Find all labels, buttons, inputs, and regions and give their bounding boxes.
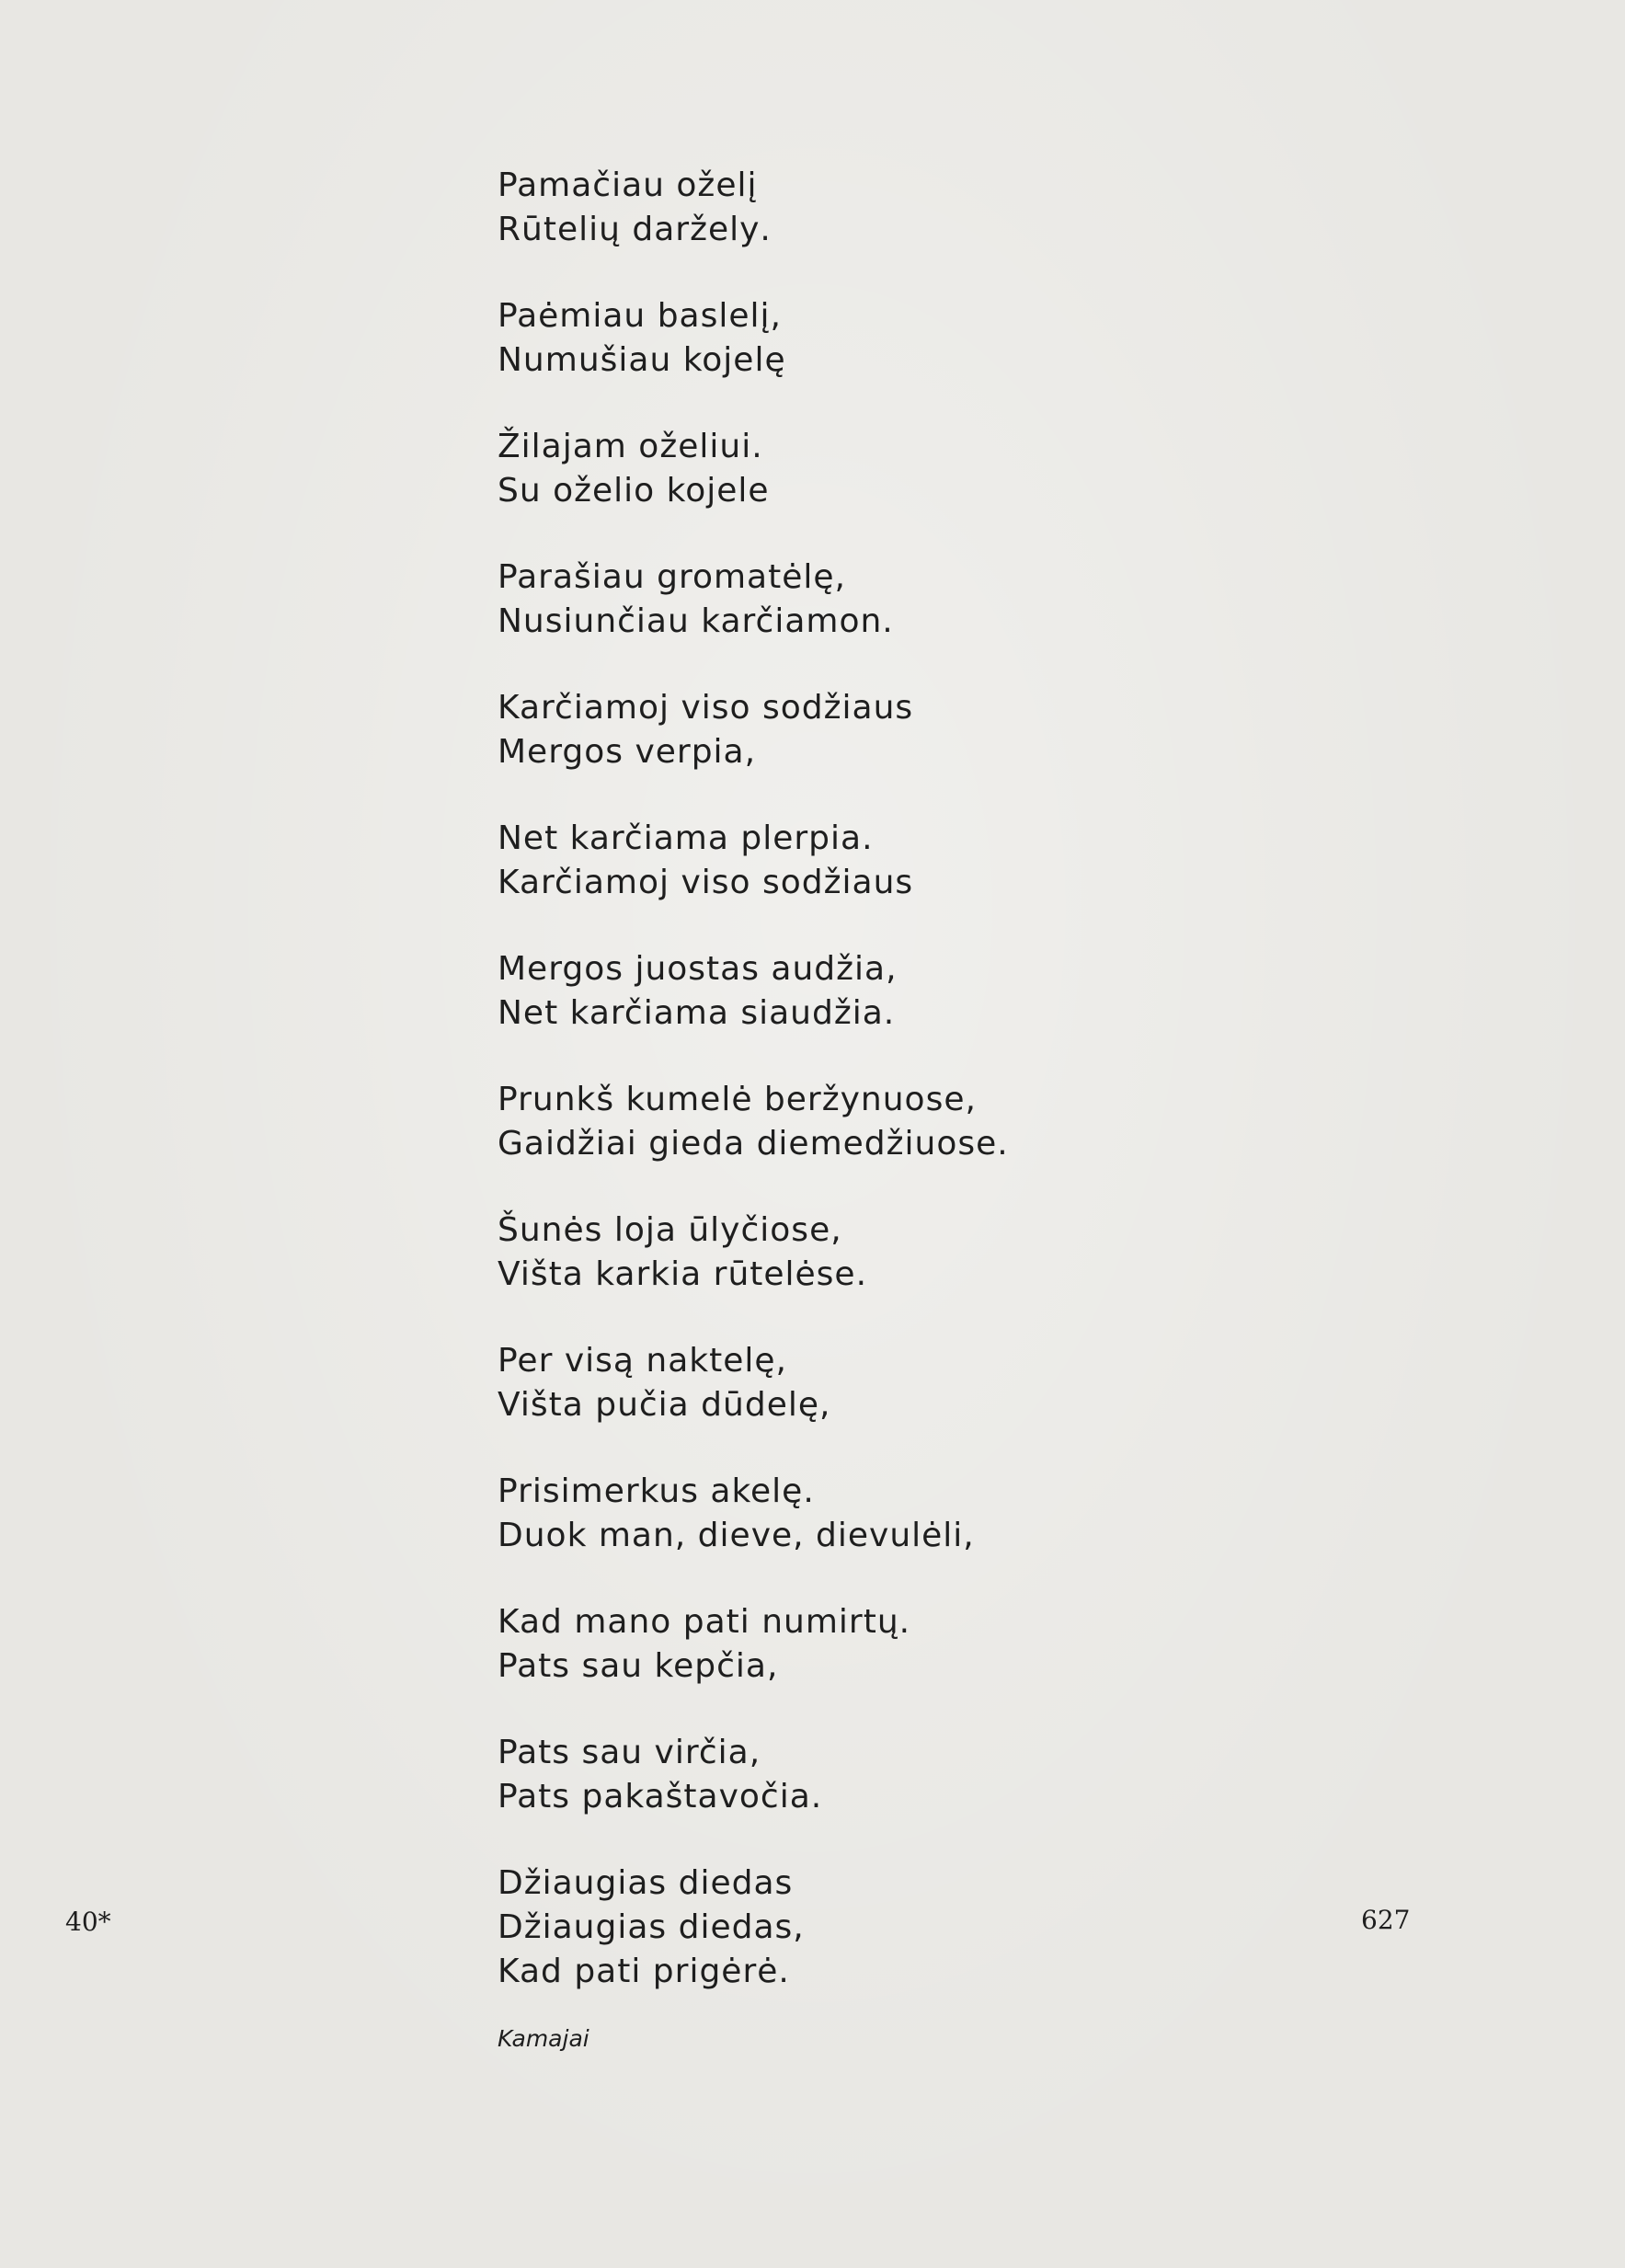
poem-line: Mergos verpia,	[498, 733, 757, 771]
poem-line: Prunkš kumelė beržynuose,	[498, 1081, 977, 1118]
stanza	[498, 1470, 1160, 1558]
poem-line: Kad mano pati numirtų.	[498, 1603, 911, 1641]
poem-line: Žilajam oželiui.	[498, 428, 763, 465]
poem-line: Džiaugias diedas	[498, 1864, 794, 1902]
poem-line: Net karčiama plerpia.	[498, 819, 874, 857]
stanza	[498, 556, 1160, 644]
poem-line: Rūtelių darželу.	[498, 211, 772, 248]
poem-line: Višta karkia rūtelėse.	[498, 1255, 868, 1293]
poem-line: Pats sau virčia,	[498, 1734, 761, 1771]
stanza	[498, 294, 1160, 383]
stanza	[498, 1861, 1160, 1994]
stanza	[498, 817, 1160, 905]
stanza	[498, 686, 1160, 774]
poem-line: Paėmiau baslelį,	[498, 297, 782, 335]
poem-line: Nusiunčiau karčiamon.	[498, 602, 894, 640]
poem-line: Pamačiau oželį	[498, 166, 758, 204]
poem-line: Mergos juostas audžia,	[498, 950, 898, 988]
page-number: 627	[1361, 1905, 1411, 1935]
poem-line: Karčiamoj viso sodžiaus	[498, 864, 914, 901]
poem-line: Kad pati prigėrė.	[498, 1953, 790, 1990]
poem-line: Džiaugias diedas,	[498, 1908, 805, 1946]
poem-line: Pats pakaštavočia.	[498, 1778, 823, 1816]
poem-line: Su oželio kojele	[498, 472, 770, 510]
poem-line: Parašiau gromatėlę,	[498, 558, 846, 596]
stanza	[498, 1339, 1160, 1427]
poem-line: Numušiau kojelę	[498, 341, 786, 379]
signature-marker: 40*	[65, 1907, 111, 1937]
poem	[498, 164, 1160, 2053]
poem-line: Pats sau kepčia,	[498, 1647, 779, 1685]
stanza	[498, 947, 1160, 1036]
stanza	[498, 425, 1160, 513]
poem-source: Kamajai	[498, 2025, 589, 2052]
poem-line: Prisimerkus akelę.	[498, 1472, 815, 1510]
poem-line: Šunės loja ūlyčiose,	[498, 1211, 842, 1249]
poem-line: Net karčiama siaudžia.	[498, 994, 896, 1032]
poem-line: Gaidžiai gieda diemedžiuose.	[498, 1125, 1009, 1163]
stanza	[498, 164, 1160, 252]
poem-line: Karčiamoj viso sodžiaus	[498, 689, 914, 727]
poem-line: Duok man, dieve, dievulėli,	[498, 1517, 975, 1554]
stanza	[498, 1208, 1160, 1297]
poem-line: Per visą naktelę,	[498, 1342, 787, 1380]
stanza	[498, 1731, 1160, 1819]
stanza	[498, 1600, 1160, 1689]
stanza	[498, 1078, 1160, 1166]
poem-line: Višta pučia dūdelę,	[498, 1386, 831, 1424]
